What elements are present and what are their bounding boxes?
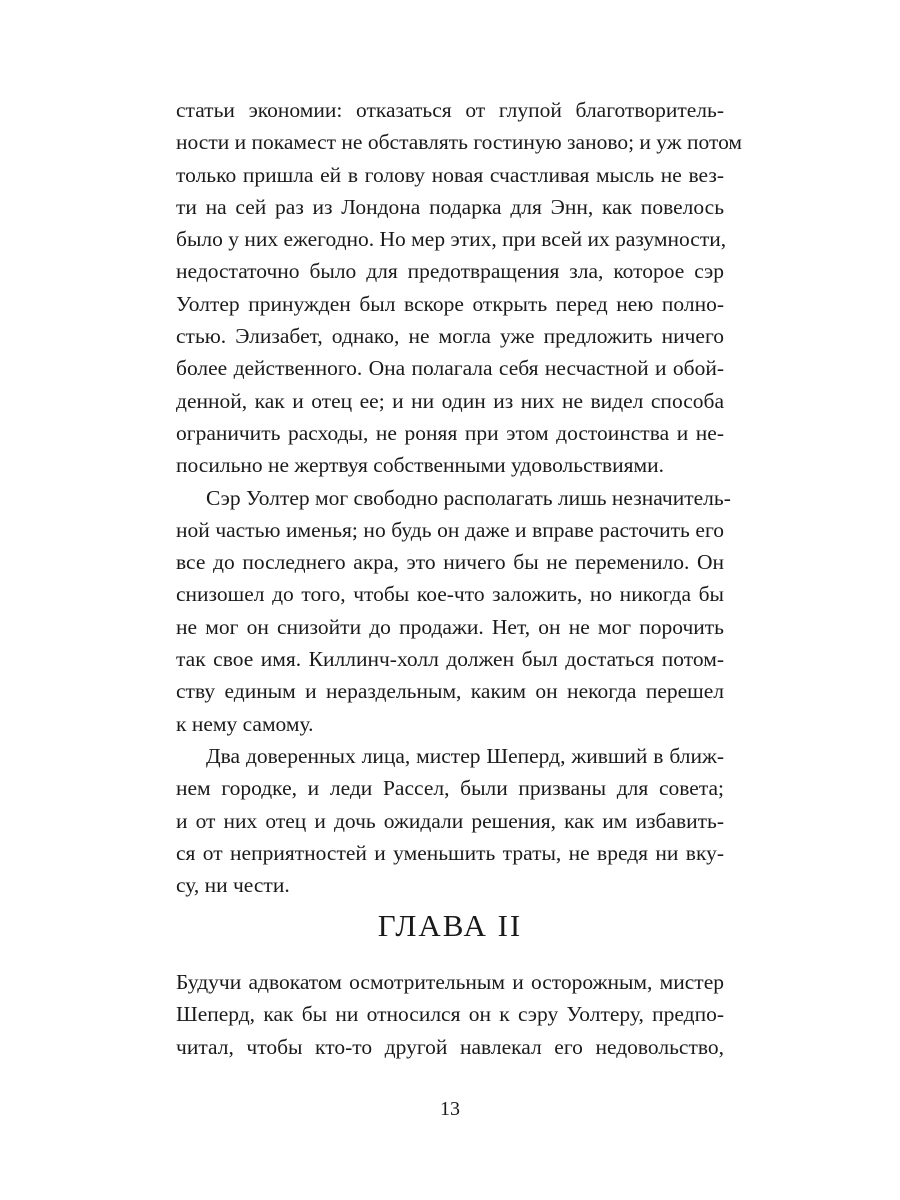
text-line: читал, чтобы кто-то другой навлекал его недовольство, — [176, 1034, 724, 1059]
text-line: и от них отец и дочь ожидали решения, как им избавить- — [176, 808, 724, 833]
text-line: снизошел до того, чтобы кое-что заложить, но никогда бы — [176, 582, 724, 607]
text-line: было у них ежегодно. Но мер этих, при всей их разумности, — [176, 227, 727, 252]
text-line: ности и покамест не обставлять гостиную заново; и уж потом — [176, 130, 743, 155]
text-line: денной, как и отец ее; и ни один из них не видел способа — [176, 388, 724, 413]
page-number: 13 — [440, 1098, 460, 1120]
text-line: Сэр Уолтер мог свободно располагать лишь незначитель- — [206, 485, 731, 510]
text-line: посильно не жертвуя собственными удовольствиями. — [176, 453, 665, 478]
text-line: все до последнего акра, это ничего бы не переменило. Он — [176, 550, 724, 575]
text-line: не мог он снизойти до продажи. Нет, он не мог порочить — [176, 614, 724, 639]
text-line: статьи экономии: отказаться от глупой благотворитель- — [176, 98, 724, 122]
text-line: Два доверенных лица, мистер Шеперд, живший в ближ- — [206, 743, 724, 768]
text-line: Будучи адвокатом осмотрительным и осторожным, мистер — [176, 970, 724, 994]
text-line: Уолтер принужден был вскоре открыть перед нею полно- — [176, 291, 724, 316]
text-line: более действенного. Она полагала себя несчастной и обой- — [176, 356, 724, 381]
text-line: ной частью именья; но будь он даже и вправе расточить его — [176, 517, 724, 542]
text-line: так свое имя. Киллинч-холл должен был достаться потом- — [176, 647, 724, 672]
text-line: только пришла ей в голову новая счастливая мысль не вез- — [176, 162, 724, 187]
text-line: ти на сей раз из Лондона подарка для Энн, как повелось — [176, 194, 724, 219]
text-line: ограничить расходы, не роняя при этом достоинства и не- — [176, 420, 724, 445]
chapter-heading: ГЛАВА II — [377, 908, 523, 943]
text-line: к нему самому. — [176, 711, 314, 736]
text-line: ся от неприятностей и уменьшить траты, не вредя ни вку- — [176, 840, 724, 865]
text-line: недостаточно было для предотвращения зла, которое сэр — [176, 259, 724, 284]
body-text-after-heading — [176, 966, 724, 1063]
text-line: нем городке, и леди Рассел, были призваны для совета; — [176, 776, 724, 801]
text-line: Шеперд, как бы ни относился он к сэру Уолтеру, предпо- — [176, 1002, 724, 1027]
text-line: су, ни чести. — [176, 873, 290, 898]
text-line: ству единым и нераздельным, каким он некогда перешел — [176, 679, 724, 704]
body-text-before-heading — [176, 94, 743, 901]
text-line: стью. Элизабет, однако, не могла уже предложить ничего — [176, 324, 724, 349]
